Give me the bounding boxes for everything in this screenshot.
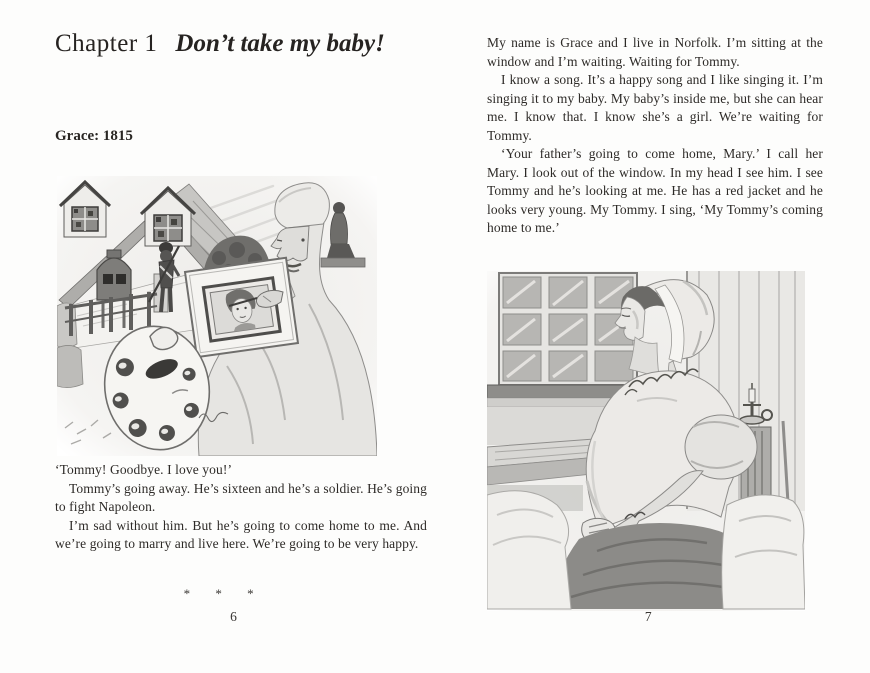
pillow bbox=[722, 495, 805, 609]
asterisk-separator: * * * bbox=[183, 586, 254, 601]
chapter-heading bbox=[55, 30, 385, 58]
paragraph: I know a song. It’s a happy song and I like singing it. I’m singing it to my baby. My baby’s inside me, but she can hear me. I know that. I know she’s a girl. We’re waiting for Tommy. bbox=[487, 72, 823, 143]
puff-sleeve bbox=[685, 415, 757, 479]
paragraph: My name is Grace and I live in Norfolk. I’m sitting at the window and I’m waiting. Waiting for Tommy. bbox=[487, 35, 823, 69]
chapter-title: Don’t take my baby! bbox=[175, 30, 385, 57]
illustration-painter bbox=[57, 176, 377, 456]
left-body-text bbox=[55, 461, 427, 554]
right-body-text bbox=[487, 34, 823, 238]
chapter-label: Chapter 1 bbox=[55, 30, 158, 57]
blanket bbox=[487, 491, 571, 609]
page-left bbox=[55, 0, 427, 673]
page-right bbox=[487, 0, 823, 673]
section-heading: Grace: 1815 bbox=[55, 128, 133, 144]
paragraph: I’m sad without him. But he’s going to come home to me. And we’re going to marry and live here. We’re going to be very happy. bbox=[55, 517, 427, 551]
woman-illustration-svg bbox=[487, 271, 805, 611]
page-number-right: 7 bbox=[644, 609, 652, 624]
paragraph: ‘Tommy! Goodbye. I love you!’ bbox=[55, 462, 233, 477]
window bbox=[499, 273, 637, 385]
paragraph: ‘Your father’s going to come home, Mary.’ I call her Mary. I look out of the window. In my head I see him. I see Tommy and he’s looking at me. He has a red jacket and he looks very young. My Tommy. I sing, ‘My Tommy’s coming home to me.’ bbox=[487, 146, 823, 235]
canvas-portrait bbox=[185, 258, 298, 357]
illustration-woman-at-window bbox=[487, 271, 805, 611]
painter-illustration-svg bbox=[57, 176, 377, 456]
paragraph: Tommy’s going away. He’s sixteen and he’s a soldier. He’s going to fight Napoleon. bbox=[55, 480, 427, 514]
page-number-left: 6 bbox=[230, 609, 237, 624]
